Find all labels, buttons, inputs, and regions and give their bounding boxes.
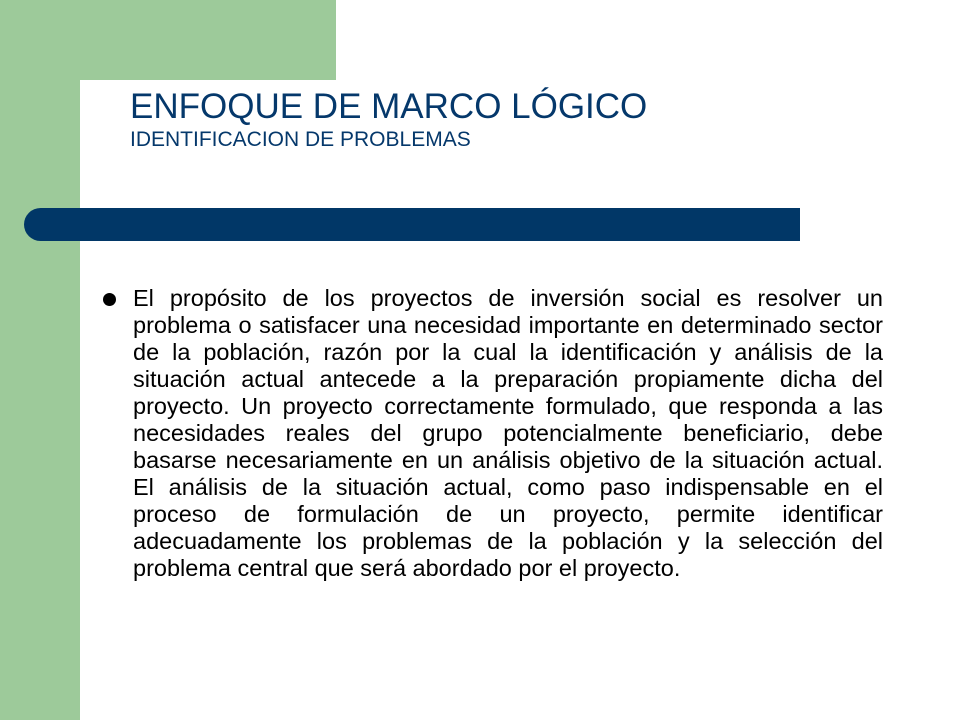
slide-subtitle: IDENTIFICACION DE PROBLEMAS [130,128,471,151]
green-side-band [0,0,80,720]
slide-title: ENFOQUE DE MARCO LÓGICO [130,87,648,126]
title-divider-bar [24,208,800,241]
bullet-icon [103,293,116,306]
green-top-band [0,0,336,80]
bullet-text: El propósito de los proyectos de inversión social es resolver un problema o satisfacer una necesidad importante en determinado sector de la población, razón por la cual la identificación y análisis de la situación actual antecede a la preparación propiamente dicha del proyecto. Un proyecto correctamente formulado, que responda a las necesidades reales del grupo potencialmente beneficiario, debe basarse necesariamente en un análisis objetivo de la situación actual. El análisis de la situación actual, como paso indispensable en el proceso de formulación de un proyecto, permite identificar adecuadamente los problemas de la población y la selección del problema central que será abordado por el proyecto. [133,285,883,581]
